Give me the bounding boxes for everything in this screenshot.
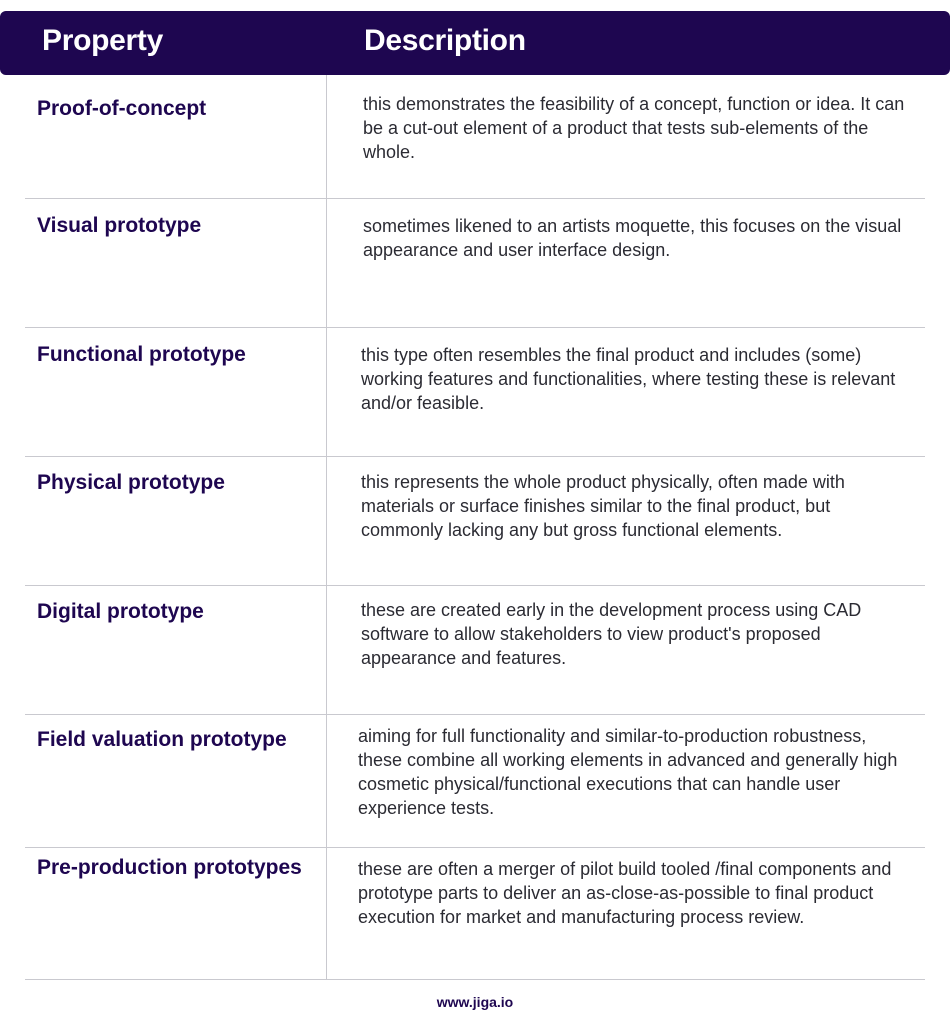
header-property: Property (42, 24, 163, 57)
row-description: these are often a merger of pilot build tooled /final components and prototype parts to deliver an as-close-as-possible to final product execution for market and manufacturing process review. (358, 859, 892, 927)
table-row (25, 328, 925, 457)
row-description: these are created early in the development process using CAD software to allow stakeholders to view product's proposed appearance and features. (361, 600, 862, 668)
table-row (25, 457, 925, 586)
row-description: sometimes likened to an artists moquette, this focuses on the visual appearance and user interface design. (363, 216, 902, 260)
row-description: this demonstrates the feasibility of a concept, function or idea. It can be a cut-out element of a product that tests sub-elements of the whole. (363, 94, 905, 162)
row-property: Pre-production prototypes (37, 856, 302, 879)
table-row (25, 586, 925, 715)
row-divider (25, 979, 925, 980)
table-row (25, 75, 925, 199)
row-property: Proof-of-concept (37, 97, 207, 120)
table-header (0, 11, 950, 75)
row-property: Physical prototype (37, 471, 225, 494)
row-description: aiming for full functionality and similar-to-production robustness, these combine all working elements in advanced and generally high cosmetic physical/functional executions that can handle user experience tests. (358, 726, 898, 818)
table-row (25, 715, 925, 848)
row-property: Functional prototype (37, 343, 246, 366)
table-row (25, 199, 925, 328)
header-description: Description (364, 24, 526, 57)
row-property: Visual prototype (37, 214, 202, 237)
row-property: Field valuation prototype (37, 728, 287, 751)
row-description: this type often resembles the final product and includes (some) working features and functionalities, where testing these is relevant and/or feasible. (361, 345, 896, 413)
row-property: Digital prototype (37, 600, 204, 623)
row-description: this represents the whole product physically, often made with materials or surface finishes similar to the final product, but commonly lacking any but gross functional elements. (361, 472, 845, 540)
footer-url: www.jiga.io (436, 994, 514, 1010)
table-row (25, 848, 925, 980)
